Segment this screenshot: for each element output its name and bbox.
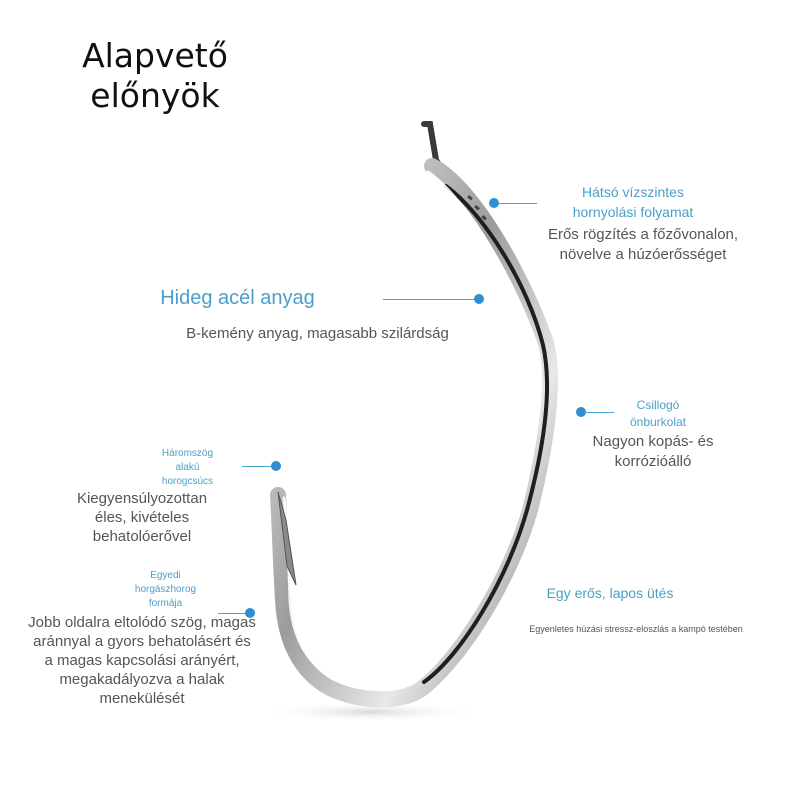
point-heading (140, 447, 235, 489)
shape-heading-line-2: horgászhorog (134, 584, 197, 595)
coating-description-line-2: korrózióálló (614, 453, 692, 470)
steel-marker-dot (474, 294, 484, 304)
title-line-2: előnyök (90, 76, 220, 115)
coating-description-line-1: Nagyon kopás- és (592, 433, 714, 450)
point-description-line-2: éles, kivételes (94, 509, 190, 526)
hook-shank (278, 166, 550, 699)
coating-heading-line-1: Csillogó (636, 398, 680, 412)
point-description-line-1: Kiegyensúlyozottan (76, 490, 208, 507)
groove-leader-line (497, 203, 537, 204)
strike-heading: Egy erős, lapos ütés (546, 585, 674, 601)
shape-heading-line-1: Egyedi (150, 570, 181, 581)
point-description (62, 489, 222, 546)
point-heading-line-3: horogcsúcs (161, 476, 214, 487)
strike-description: Egyenletes húzási stressz-eloszlás a kampó testében (529, 624, 743, 634)
shape-description-line-3: a magas kapcsolási arányért, (44, 652, 240, 669)
groove-heading-line-1: Hátsó vízszintes (582, 184, 684, 200)
point-heading-line-1: Háromszög (161, 448, 214, 459)
groove-description-line-1: Erős rögzítés a főzővonalon, (547, 226, 739, 243)
steel-heading: Hideg acél anyag (160, 287, 315, 309)
shape-description-line-5: menekülését (99, 690, 185, 707)
groove-marker-dot (489, 198, 499, 208)
steel-description: B-kemény anyag, magasabb szilárdság (186, 325, 449, 342)
shape-description-line-2: aránnyal a gyors behatolásért és (33, 633, 251, 650)
shape-description-line-4: megakadályozva a halak (59, 671, 225, 688)
point-marker-dot (271, 461, 281, 471)
shape-description-line-1: Jobb oldalra eltolódó szög, magas (28, 614, 256, 631)
shape-heading-line-3: formája (148, 598, 183, 609)
point-heading-line-2: alakú (175, 462, 200, 473)
groove-description (528, 225, 758, 265)
coating-heading-line-2: önburkolat (629, 415, 687, 429)
shape-description (0, 613, 284, 708)
groove-heading (548, 182, 718, 222)
steel-leader-line (383, 299, 475, 300)
coating-description (578, 432, 728, 472)
point-leader-line (242, 466, 274, 467)
shape-heading (118, 569, 213, 611)
title-line-1: Alapvető (82, 36, 228, 75)
groove-description-line-2: növelve a húzóerősséget (559, 246, 727, 263)
coating-heading (608, 397, 708, 431)
point-description-line-3: behatolóerővel (92, 528, 192, 545)
groove-heading-line-2: hornyolási folyamat (572, 204, 694, 220)
